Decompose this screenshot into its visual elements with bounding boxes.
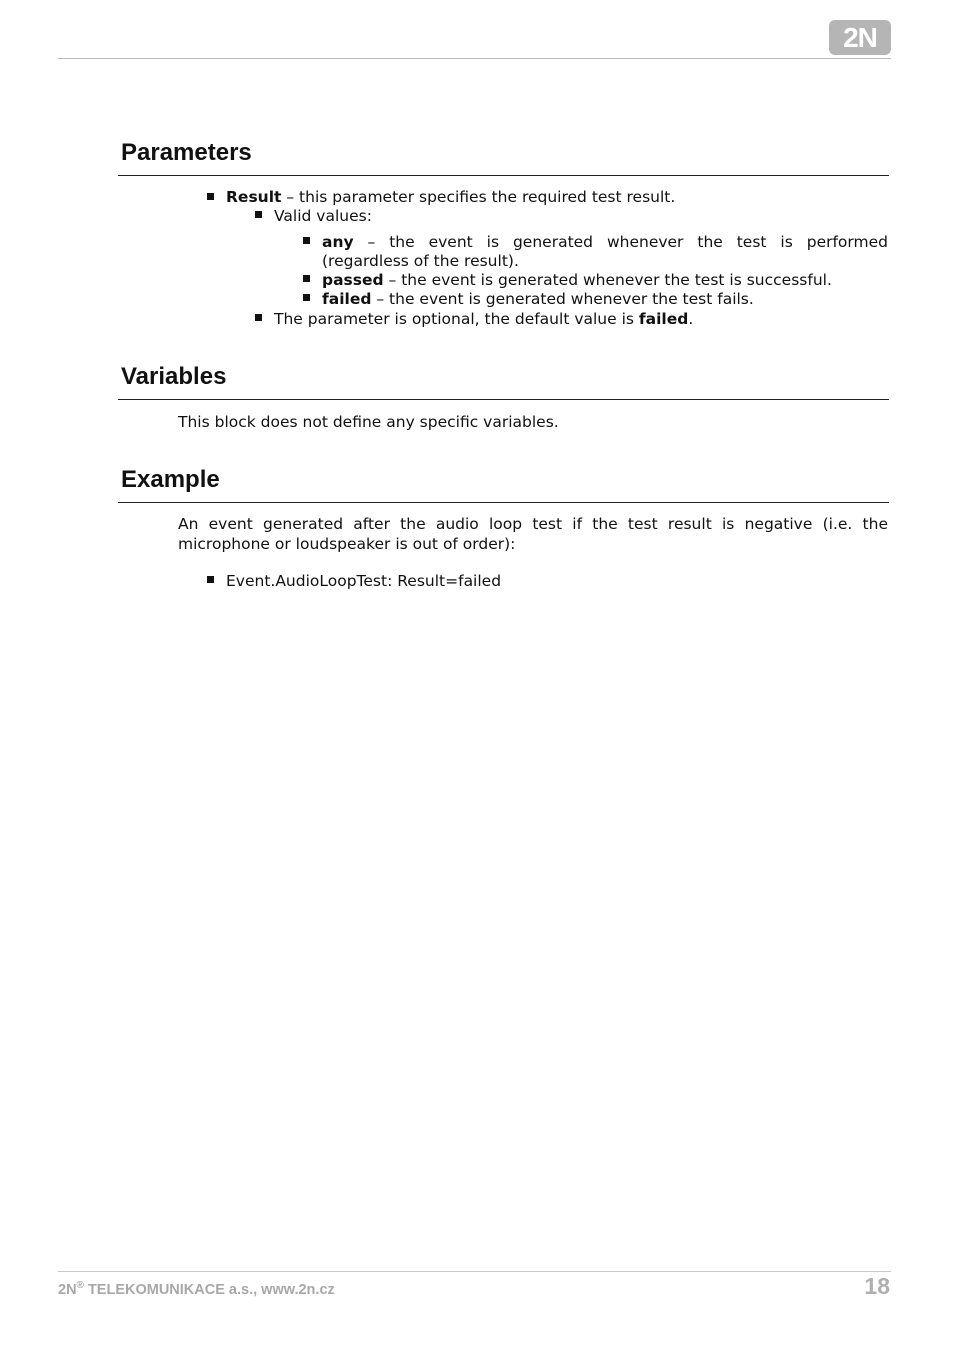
optional-note-end: . <box>688 310 694 328</box>
variables-text: This block does not define any specific variables. <box>178 413 559 431</box>
bullet-icon <box>303 237 310 244</box>
bullet-icon <box>207 193 214 200</box>
brand-logo <box>829 20 891 55</box>
result-param-desc: – this parameter specifies the required test result. <box>281 188 676 206</box>
example-heading: Example <box>121 466 220 493</box>
brand-logo-text: 2N <box>843 22 877 53</box>
passed-value-desc: – the event is generated whenever the test is successful. <box>383 271 832 289</box>
footer-company <box>58 1280 335 1298</box>
footer-divider <box>58 1271 891 1272</box>
variables-heading: Variables <box>121 363 227 390</box>
variables-heading-rule <box>118 399 889 400</box>
parameters-heading: Parameters <box>121 139 252 166</box>
any-value-item <box>322 233 888 252</box>
bullet-icon <box>303 294 310 301</box>
any-value-desc: – the event is generated whenever the test is performed <box>353 233 888 251</box>
example-heading-rule <box>118 502 889 503</box>
bullet-icon <box>303 275 310 282</box>
footer-brand: 2N <box>58 1281 77 1298</box>
failed-value-desc: – the event is generated whenever the test fails. <box>371 290 754 308</box>
header-divider <box>58 58 891 59</box>
any-value-name: any <box>322 233 354 251</box>
optional-note <box>274 310 693 329</box>
optional-note-text: The parameter is optional, the default value is <box>274 310 639 328</box>
failed-value-name: failed <box>322 290 372 308</box>
result-param-item <box>226 188 675 207</box>
bullet-icon <box>207 576 214 583</box>
bullet-icon <box>255 314 262 321</box>
result-param-name: Result <box>226 188 282 206</box>
any-value-desc-continued: (regardless of the result). <box>322 252 519 270</box>
failed-value-item <box>322 290 754 309</box>
example-item: Event.AudioLoopTest: Result=failed <box>226 572 502 590</box>
optional-default-value: failed <box>638 310 689 328</box>
passed-value-item <box>322 271 832 290</box>
valid-values-label: Valid values: <box>274 207 372 225</box>
example-text-line2: microphone or loudspeaker is out of order): <box>178 535 516 553</box>
footer-company-text: TELEKOMUNIKACE a.s., www.2n.cz <box>83 1281 335 1298</box>
passed-value-name: passed <box>322 271 384 289</box>
page-number: 18 <box>864 1273 890 1299</box>
parameters-heading-rule <box>118 175 889 176</box>
registered-mark: ® <box>76 1280 84 1291</box>
bullet-icon <box>255 211 262 218</box>
example-text-line1: An event generated after the audio loop test if the test result is negative (i.e. the <box>178 515 888 533</box>
